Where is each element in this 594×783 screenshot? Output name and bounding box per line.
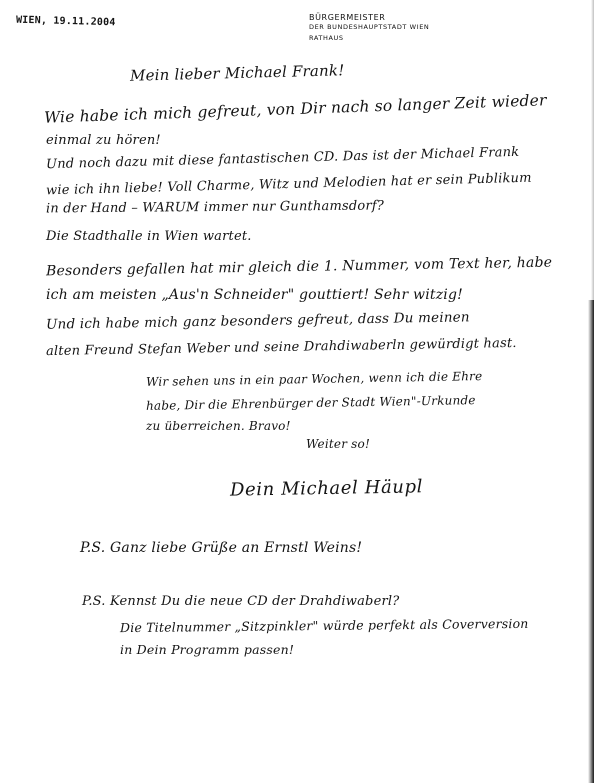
body-line: ich am meisten „Aus'n Schneider" gouttiert! Sehr witzig! [46, 287, 463, 303]
body-line: Und noch dazu mit diese fantastischen CD. Das ist der Michael Frank [45, 144, 520, 173]
postscript-2-line: in Dein Programm passen! [120, 642, 295, 657]
letterhead-location: RATHAUS [309, 34, 344, 42]
signature: Dein Michael Häupl [229, 476, 424, 501]
letterhead [309, 11, 429, 45]
body-line: Die Stadthalle in Wien wartet. [46, 229, 252, 244]
closing-line: habe, Dir die Ehrenbürger der Stadt Wien"-Urkunde [145, 393, 476, 413]
postscript-2-line: Die Titelnummer „Sitzpinkler" würde perfekt als Coverversion [119, 615, 529, 636]
body-line: einmal zu hören! [46, 133, 161, 148]
letter-date: WIEN, 19.11.2004 [15, 14, 116, 29]
closing-line: Weiter so! [306, 437, 370, 451]
scan-edge [588, 300, 594, 783]
letterhead-subtitle: DER BUNDESHAUPTSTADT WIEN [309, 23, 430, 31]
closing-line: zu überreichen. Bravo! [146, 419, 291, 433]
salutation: Mein lieber Michael Frank! [129, 61, 345, 85]
body-line: alten Freund Stefan Weber und seine Drahdiwaberln gewürdigt hast. [45, 335, 517, 360]
letterhead-title: BÜRGERMEISTER [309, 13, 386, 22]
postscript-1: P.S. Ganz liebe Grüße an Ernstl Weins! [80, 540, 363, 556]
body-line: Besonders gefallen hat mir gleich die 1. Nummer, vom Text her, habe [45, 254, 553, 280]
postscript-2: P.S. Kennst Du die neue CD der Drahdiwaberl? [82, 594, 400, 609]
body-line: wie ich ihn liebe! Voll Charme, Witz und Melodien hat er sein Publikum [45, 170, 532, 199]
body-line: in der Hand – WARUM immer nur Gunthamsdorf? [45, 198, 385, 217]
body-line: Und ich habe mich ganz besonders gefreut, dass Du meinen [45, 309, 470, 333]
body-line: Wie habe ich mich gefreut, von Dir nach so langer Zeit wieder [43, 91, 547, 127]
closing-line: Wir sehen uns in ein paar Wochen, wenn ich die Ehre [145, 369, 483, 389]
